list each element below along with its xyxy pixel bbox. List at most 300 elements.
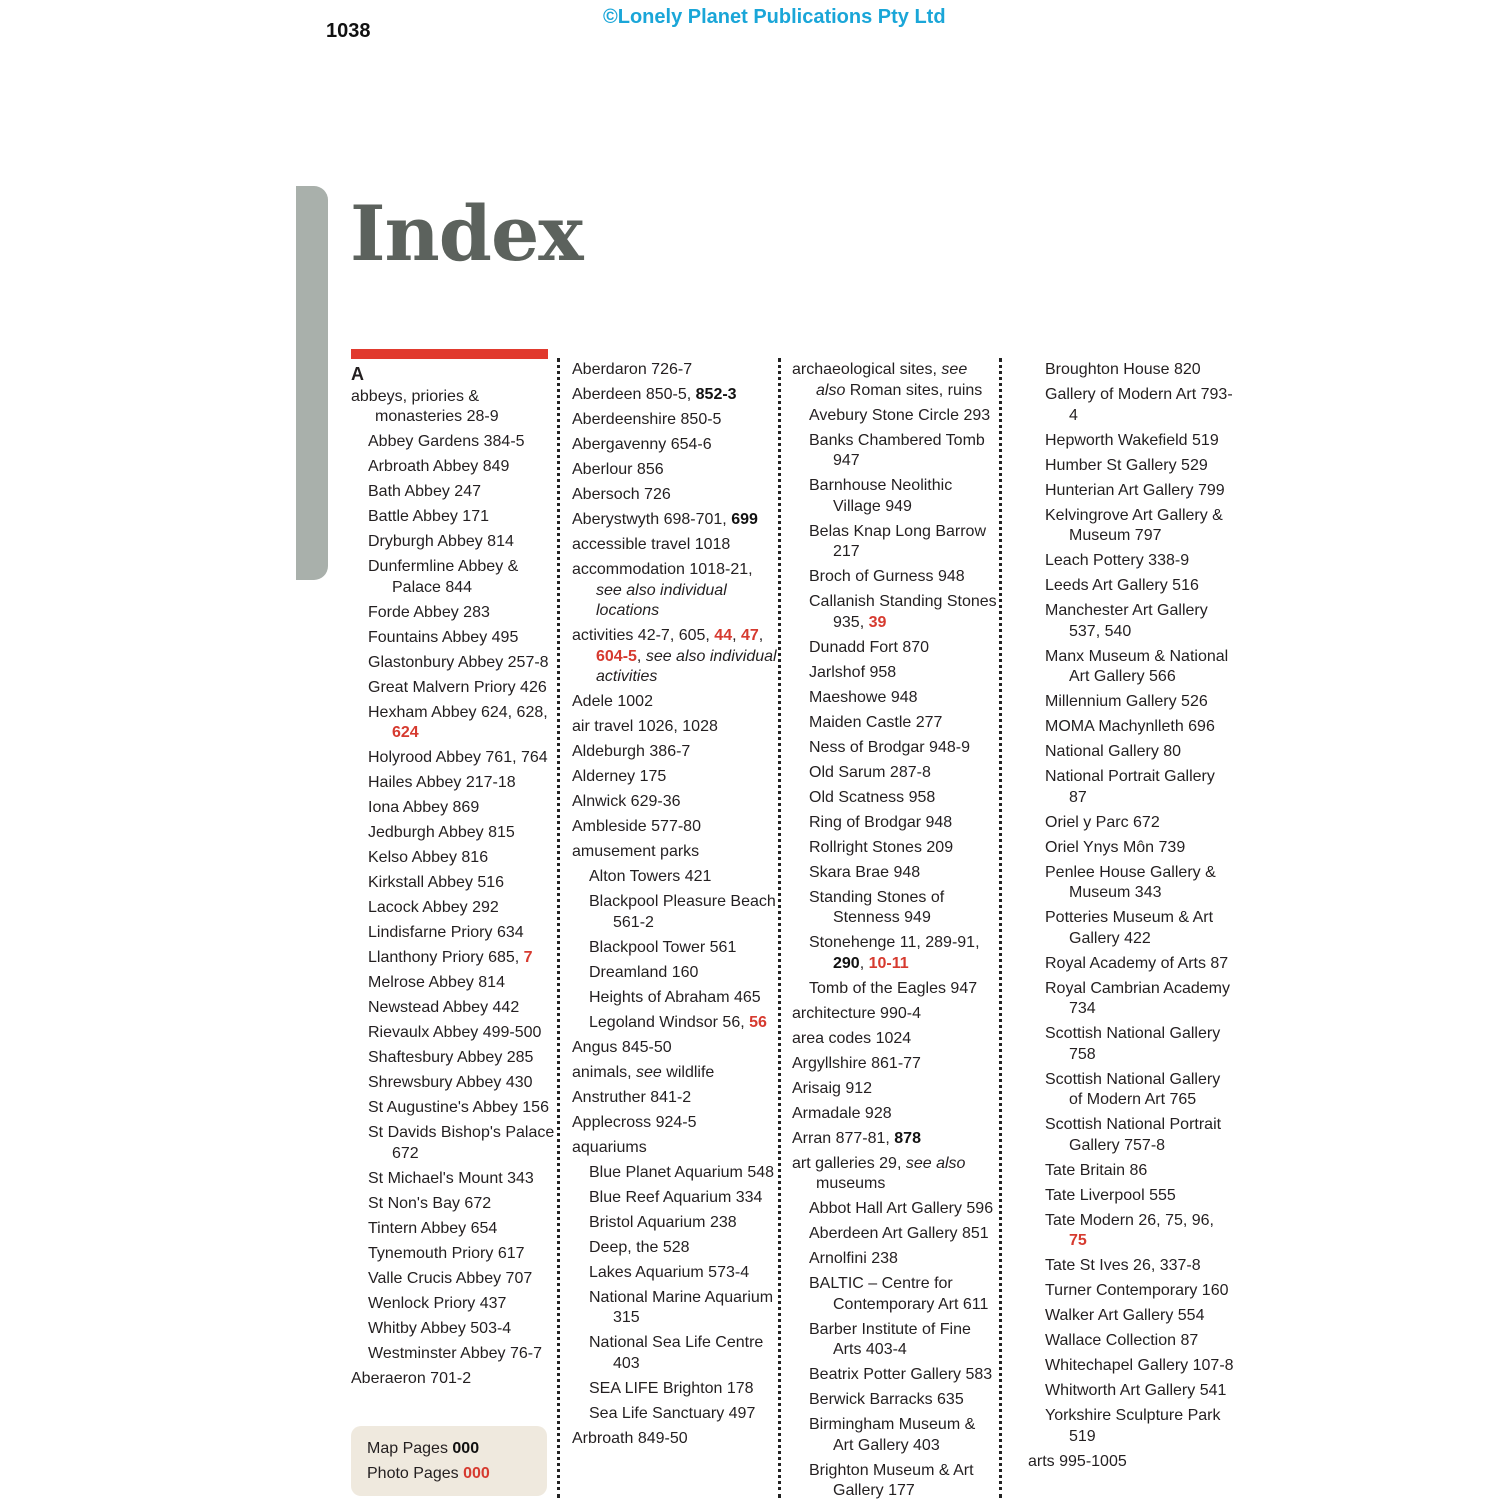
cross-reference: see also individual activities xyxy=(596,647,777,685)
index-subentry xyxy=(792,1320,998,1361)
entry-text: Legoland Windsor 56, xyxy=(589,1013,750,1031)
entry-text: Argyllshire 861-77 xyxy=(792,1054,921,1072)
index-subentry xyxy=(572,1188,778,1209)
entry-text: Abergavenny 654-6 xyxy=(572,436,712,453)
index-subentry xyxy=(792,663,998,684)
index-subentry xyxy=(572,1213,778,1234)
entry-text: Arnolfini 238 xyxy=(809,1250,898,1267)
entry-text: Anstruther 841-2 xyxy=(572,1088,692,1106)
index-entry xyxy=(572,1138,778,1159)
index-entry xyxy=(572,842,778,863)
index-subentry xyxy=(1028,692,1234,713)
index-subentry xyxy=(1028,360,1234,381)
cross-reference: see xyxy=(636,1063,662,1081)
index-subentry xyxy=(1028,954,1234,975)
entry-text: Tate Modern 26, 75, 96, xyxy=(1045,1211,1214,1229)
index-subentry xyxy=(351,773,557,794)
index-subentry xyxy=(792,567,998,588)
index-subentry xyxy=(1028,838,1234,859)
entry-text: Dryburgh Abbey 814 xyxy=(368,533,514,550)
index-column-3 xyxy=(792,360,998,1506)
entry-text: Tate Britain 86 xyxy=(1045,1161,1148,1179)
entry-text: Alnwick 629-36 xyxy=(572,793,681,810)
entry-text: Royal Cambrian Academy 734 xyxy=(1045,979,1230,1017)
entry-text: MOMA Machynlleth 696 xyxy=(1045,718,1215,735)
index-subentry xyxy=(792,1199,998,1220)
index-subentry xyxy=(351,898,557,919)
photo-page-ref: 7 xyxy=(523,949,533,966)
entry-text: Llanthony Priory 685, xyxy=(368,949,524,966)
index-subentry xyxy=(1028,647,1234,688)
entry-text: Angus 845-50 xyxy=(572,1038,672,1056)
entry-text: Broch of Gurness 948 xyxy=(809,568,965,585)
index-subentry xyxy=(572,1404,778,1425)
entry-text: Applecross 924-5 xyxy=(572,1113,697,1131)
entry-text: Manchester Art Gallery 537, 540 xyxy=(1045,602,1208,640)
section-bar xyxy=(351,349,548,359)
entry-text: Westminster Abbey 76-7 xyxy=(368,1344,543,1362)
column-divider xyxy=(778,358,781,1498)
index-subentry xyxy=(1028,1256,1234,1277)
index-subentry xyxy=(351,603,557,624)
entry-text: Oriel y Parc 672 xyxy=(1045,813,1160,831)
entry-text: National Gallery 80 xyxy=(1045,743,1182,760)
entry-text: wildlife xyxy=(661,1063,715,1081)
entry-text: art galleries 29, xyxy=(792,1154,906,1172)
index-entry xyxy=(572,410,778,431)
entry-text: Abbot Hall Art Gallery 596 xyxy=(809,1200,994,1217)
index-subentry xyxy=(792,863,998,884)
entry-text: Lindisfarne Priory 634 xyxy=(368,924,524,941)
index-subentry xyxy=(351,1219,557,1240)
index-subentry xyxy=(572,892,778,933)
index-entry xyxy=(572,1429,778,1450)
index-subentry xyxy=(351,998,557,1019)
entry-text: Belas Knap Long Barrow 217 xyxy=(809,522,986,560)
index-subentry xyxy=(1028,1406,1234,1447)
index-subentry xyxy=(1028,1161,1234,1182)
index-subentry xyxy=(792,1415,998,1456)
index-subentry xyxy=(792,813,998,834)
entry-text: Barnhouse Neolithic Village 949 xyxy=(809,477,953,515)
entry-text: Dunfermline Abbey & Palace 844 xyxy=(368,558,519,596)
index-subentry xyxy=(572,1263,778,1284)
entry-text: Stonehenge 11, 289-91, xyxy=(809,934,980,951)
index-subentry xyxy=(792,431,998,472)
entry-text: , xyxy=(758,627,764,644)
index-subentry xyxy=(792,522,998,563)
index-subentry xyxy=(351,1344,557,1365)
index-entry xyxy=(572,1113,778,1134)
index-subentry xyxy=(1028,813,1234,834)
index-subentry xyxy=(1028,1381,1234,1402)
legend-photo-label: Photo Pages xyxy=(367,1465,464,1482)
index-subentry xyxy=(792,888,998,929)
index-subentry xyxy=(792,1390,998,1411)
index-entry xyxy=(792,1154,998,1195)
index-subentry xyxy=(1028,1211,1234,1252)
index-entry xyxy=(572,510,778,531)
index-subentry xyxy=(351,653,557,674)
entry-text: Holyrood Abbey 761, 764 xyxy=(368,749,548,766)
index-subentry xyxy=(1028,1306,1234,1327)
column-divider xyxy=(557,358,560,1498)
entry-text: Wenlock Priory 437 xyxy=(368,1294,507,1312)
index-subentry xyxy=(1028,481,1234,502)
entry-text: Aberdeen 850-5, xyxy=(572,386,696,403)
entry-text: Brighton Museum & Art Gallery 177 xyxy=(809,1461,974,1499)
entry-text: Newstead Abbey 442 xyxy=(368,999,520,1016)
index-column-2 xyxy=(572,360,778,1454)
entry-text: Great Malvern Priory 426 xyxy=(368,678,547,696)
index-subentry xyxy=(792,688,998,709)
index-subentry xyxy=(351,1169,557,1190)
entry-text: archaeological sites, xyxy=(792,361,942,378)
cross-reference: see also xyxy=(905,1154,966,1172)
entry-text: Walker Art Gallery 554 xyxy=(1045,1307,1205,1324)
index-subentry xyxy=(351,507,557,528)
index-subentry xyxy=(1028,385,1234,426)
index-subentry xyxy=(351,703,557,744)
index-subentry xyxy=(351,1073,557,1094)
index-subentry xyxy=(1028,431,1234,452)
index-subentry xyxy=(1028,863,1234,904)
index-subentry xyxy=(1028,1186,1234,1207)
index-subentry xyxy=(351,848,557,869)
entry-text: Banks Chambered Tomb 947 xyxy=(809,431,985,469)
index-subentry xyxy=(351,1194,557,1215)
index-subentry xyxy=(351,532,557,553)
entry-text: Aberdaron 726-7 xyxy=(572,361,693,378)
entry-text: animals, xyxy=(572,1063,637,1081)
index-entry xyxy=(792,1054,998,1075)
map-page-ref: 699 xyxy=(731,511,758,528)
index-subentry xyxy=(1028,1070,1234,1111)
entry-text: Arisaig 912 xyxy=(792,1079,873,1097)
entry-text: Beatrix Potter Gallery 583 xyxy=(809,1366,993,1383)
entry-text: Iona Abbey 869 xyxy=(368,799,480,816)
entry-text: air travel 1026, 1028 xyxy=(572,718,718,735)
index-subentry xyxy=(572,963,778,984)
photo-page-ref: 56 xyxy=(749,1013,767,1031)
index-subentry xyxy=(792,713,998,734)
index-subentry xyxy=(792,933,998,974)
index-subentry xyxy=(351,557,557,598)
index-subentry xyxy=(351,678,557,699)
entry-text: Melrose Abbey 814 xyxy=(368,974,505,991)
entry-text: area codes 1024 xyxy=(792,1029,912,1047)
index-entry xyxy=(792,1004,998,1025)
index-subentry xyxy=(1028,576,1234,597)
index-subentry xyxy=(572,1379,778,1400)
page-title: Index xyxy=(350,189,583,278)
entry-text: Roman sites, ruins xyxy=(845,381,983,399)
index-subentry xyxy=(572,1288,778,1329)
entry-text: Turner Contemporary 160 xyxy=(1045,1282,1229,1299)
entry-text: St Non's Bay 672 xyxy=(368,1194,492,1212)
index-subentry xyxy=(351,1294,557,1315)
index-entry xyxy=(792,1104,998,1125)
index-subentry xyxy=(1028,456,1234,477)
entry-text: Old Scatness 958 xyxy=(809,788,936,806)
index-subentry xyxy=(351,798,557,819)
index-entry xyxy=(572,742,778,763)
side-tab xyxy=(296,186,328,580)
entry-text: Aberdeenshire 850-5 xyxy=(572,411,722,428)
entry-text: Bath Abbey 247 xyxy=(368,483,481,500)
index-subentry xyxy=(351,873,557,894)
entry-text: Manx Museum & National Art Gallery 566 xyxy=(1045,647,1229,685)
entry-text: Kelso Abbey 816 xyxy=(368,849,489,866)
entry-text: Scottish National Portrait Gallery 757-8 xyxy=(1045,1116,1222,1154)
index-entry xyxy=(792,1079,998,1100)
entry-text: St Augustine's Abbey 156 xyxy=(368,1099,549,1116)
legend-photo-value: 000 xyxy=(463,1465,490,1482)
entry-text: Tynemouth Priory 617 xyxy=(368,1244,525,1262)
entry-text: Rollright Stones 209 xyxy=(809,838,954,856)
index-entry xyxy=(1028,1452,1234,1473)
entry-text: National Portrait Gallery 87 xyxy=(1045,768,1215,806)
index-subentry xyxy=(351,1048,557,1069)
cross-reference: see also individual locations xyxy=(596,581,727,619)
entry-text: Jarlshof 958 xyxy=(809,663,897,681)
entry-text: Potteries Museum & Art Gallery 422 xyxy=(1045,909,1214,947)
entry-text: Forde Abbey 283 xyxy=(368,603,490,621)
entry-text: Humber St Gallery 529 xyxy=(1045,456,1208,474)
entry-text: Arbroath 849-50 xyxy=(572,1429,688,1447)
entry-text: Ness of Brodgar 948-9 xyxy=(809,738,970,756)
index-entry xyxy=(572,435,778,456)
entry-text: accommodation 1018-21, xyxy=(572,561,753,578)
index-subentry xyxy=(792,763,998,784)
entry-text: Broughton House 820 xyxy=(1045,361,1201,378)
index-subentry xyxy=(1028,767,1234,808)
index-subentry xyxy=(1028,551,1234,572)
entry-text: Whitby Abbey 503-4 xyxy=(368,1319,512,1337)
index-subentry xyxy=(792,838,998,859)
entry-text: Birmingham Museum & Art Gallery 403 xyxy=(809,1416,976,1454)
entry-text: Ring of Brodgar 948 xyxy=(809,813,953,831)
index-subentry xyxy=(351,748,557,769)
entry-text: Dunadd Fort 870 xyxy=(809,638,930,656)
photo-page-ref: 624 xyxy=(392,724,419,741)
entry-text: aquariums xyxy=(572,1138,647,1156)
index-entry xyxy=(351,1369,557,1390)
photo-page-ref: 39 xyxy=(868,613,887,631)
entry-text: Tomb of the Eagles 947 xyxy=(809,979,978,997)
entry-text: abbeys, priories & monasteries 28-9 xyxy=(351,387,499,425)
index-subentry xyxy=(792,1365,998,1386)
letter-heading: A xyxy=(351,364,364,384)
index-subentry xyxy=(351,1023,557,1044)
entry-text: , xyxy=(732,627,741,644)
index-entry xyxy=(572,792,778,813)
index-entry xyxy=(572,1063,778,1084)
index-subentry xyxy=(792,1224,998,1245)
entry-text: Alderney 175 xyxy=(572,768,667,785)
index-entry xyxy=(572,767,778,788)
entry-text: Royal Academy of Arts 87 xyxy=(1045,954,1229,972)
index-subentry xyxy=(1028,742,1234,763)
entry-text: Whitworth Art Gallery 541 xyxy=(1045,1382,1227,1399)
index-subentry xyxy=(1028,1356,1234,1377)
index-subentry xyxy=(792,979,998,1000)
photo-page-ref: 44 xyxy=(714,627,733,644)
index-subentry xyxy=(792,406,998,427)
index-entry xyxy=(572,560,778,622)
entry-text: SEA LIFE Brighton 178 xyxy=(589,1379,754,1397)
entry-text: Standing Stones of Stenness 949 xyxy=(809,888,945,926)
photo-page-ref: 604-5 xyxy=(596,647,637,665)
photo-page-ref: 10-11 xyxy=(868,954,909,972)
entry-text: Maeshowe 948 xyxy=(809,688,918,706)
index-entry xyxy=(572,717,778,738)
copyright-notice: ©Lonely Planet Publications Pty Ltd xyxy=(603,6,946,28)
index-subentry xyxy=(572,1013,778,1034)
index-subentry xyxy=(572,988,778,1009)
entry-text: Fountains Abbey 495 xyxy=(368,628,519,646)
entry-text: activities 42-7, 605, xyxy=(572,627,715,644)
entry-text: arts 995-1005 xyxy=(1028,1452,1127,1470)
index-subentry xyxy=(351,1123,557,1164)
entry-text: Hepworth Wakefield 519 xyxy=(1045,431,1219,449)
legend-map-pages xyxy=(367,1440,479,1458)
index-subentry xyxy=(351,628,557,649)
entry-text: Sea Life Sanctuary 497 xyxy=(589,1404,756,1422)
entry-text: Yorkshire Sculpture Park 519 xyxy=(1045,1407,1221,1445)
entry-text: Shaftesbury Abbey 285 xyxy=(368,1049,534,1066)
entry-text: architecture 990-4 xyxy=(792,1004,921,1022)
index-subentry xyxy=(1028,601,1234,642)
entry-text: Tate Liverpool 555 xyxy=(1045,1186,1176,1204)
index-subentry xyxy=(351,948,557,969)
entry-text: Hailes Abbey 217-18 xyxy=(368,774,516,791)
index-entry xyxy=(351,387,557,428)
index-entry xyxy=(572,360,778,381)
index-subentry xyxy=(792,788,998,809)
page-type-legend xyxy=(351,1426,547,1496)
entry-text: , xyxy=(859,954,869,972)
index-subentry xyxy=(351,973,557,994)
index-subentry xyxy=(792,738,998,759)
page-number: 1038 xyxy=(326,20,371,42)
index-entry xyxy=(572,1088,778,1109)
index-subentry xyxy=(1028,979,1234,1020)
index-subentry xyxy=(572,938,778,959)
index-subentry xyxy=(351,1098,557,1119)
entry-text: Ambleside 577-80 xyxy=(572,818,701,835)
entry-text: Blue Reef Aquarium 334 xyxy=(589,1188,763,1206)
entry-text: Lacock Abbey 292 xyxy=(368,899,499,916)
entry-text: Aldeburgh 386-7 xyxy=(572,743,691,760)
index-subentry xyxy=(351,1319,557,1340)
index-entry xyxy=(792,1029,998,1050)
index-subentry xyxy=(572,867,778,888)
entry-text: Berwick Barracks 635 xyxy=(809,1391,964,1408)
entry-text: St Michael's Mount 343 xyxy=(368,1169,534,1187)
entry-text: Abbey Gardens 384-5 xyxy=(368,433,525,450)
entry-text: Scottish National Gallery 758 xyxy=(1045,1025,1221,1063)
index-subentry xyxy=(351,482,557,503)
index-entry xyxy=(792,1129,998,1150)
photo-page-ref: 47 xyxy=(740,627,759,644)
map-page-ref: 878 xyxy=(894,1129,921,1147)
index-subentry xyxy=(572,1238,778,1259)
entry-text: Glastonbury Abbey 257-8 xyxy=(368,653,549,671)
index-subentry xyxy=(351,823,557,844)
index-subentry xyxy=(792,1249,998,1270)
legend-map-label: Map Pages xyxy=(367,1440,453,1457)
index-subentry xyxy=(1028,717,1234,738)
index-column-1 xyxy=(351,364,557,1394)
entry-text: Whitechapel Gallery 107-8 xyxy=(1045,1357,1234,1374)
entry-text: Rievaulx Abbey 499-500 xyxy=(368,1024,542,1041)
entry-text: Deep, the 528 xyxy=(589,1238,690,1256)
index-entry xyxy=(572,485,778,506)
entry-text: Maiden Castle 277 xyxy=(809,713,943,731)
entry-text: Aberdeen Art Gallery 851 xyxy=(809,1225,989,1242)
entry-text: Skara Brae 948 xyxy=(809,863,921,881)
index-subentry xyxy=(792,1274,998,1315)
index-subentry xyxy=(1028,1024,1234,1065)
index-subentry xyxy=(351,432,557,453)
entry-text: Tate St Ives 26, 337-8 xyxy=(1045,1257,1201,1274)
index-subentry xyxy=(792,638,998,659)
entry-text: Abersoch 726 xyxy=(572,486,671,503)
index-entry xyxy=(572,692,778,713)
index-column-4 xyxy=(1028,360,1234,1477)
entry-text: Old Sarum 287-8 xyxy=(809,763,931,781)
index-subentry xyxy=(792,1461,998,1502)
entry-text: Blue Planet Aquarium 548 xyxy=(589,1163,775,1181)
entry-text: Penlee House Gallery & Museum 343 xyxy=(1045,863,1216,901)
map-page-ref: 852-3 xyxy=(695,386,737,403)
entry-text: Arran 877-81, xyxy=(792,1129,895,1147)
index-subentry xyxy=(351,1269,557,1290)
index-entry xyxy=(572,817,778,838)
entry-text: Shrewsbury Abbey 430 xyxy=(368,1074,533,1091)
index-subentry xyxy=(351,923,557,944)
entry-text: St Davids Bishop's Palace 672 xyxy=(368,1124,555,1162)
entry-text: Valle Crucis Abbey 707 xyxy=(368,1269,533,1287)
entry-text: Callanish Standing Stones 935, xyxy=(809,593,997,631)
cross-reference: see also xyxy=(816,361,968,399)
entry-text: Aberaeron 701-2 xyxy=(351,1369,472,1387)
entry-text: Tintern Abbey 654 xyxy=(368,1219,498,1237)
entry-text: Blackpool Pleasure Beach 561-2 xyxy=(589,893,776,931)
legend-map-value: 000 xyxy=(452,1440,480,1457)
index-entry xyxy=(572,385,778,406)
entry-text: Leach Pottery 338-9 xyxy=(1045,552,1190,569)
entry-text: National Sea Life Centre 403 xyxy=(589,1334,764,1372)
entry-text: Kirkstall Abbey 516 xyxy=(368,874,505,891)
index-subentry xyxy=(1028,1331,1234,1352)
entry-text: accessible travel 1018 xyxy=(572,536,731,553)
entry-text: Blackpool Tower 561 xyxy=(589,938,737,956)
index-entry xyxy=(572,1038,778,1059)
entry-text: Wallace Collection 87 xyxy=(1045,1332,1199,1349)
entry-text: Jedburgh Abbey 815 xyxy=(368,824,515,841)
index-subentry xyxy=(572,1163,778,1184)
entry-text: Heights of Abraham 465 xyxy=(589,988,761,1006)
index-subentry xyxy=(1028,1281,1234,1302)
index-entry xyxy=(572,535,778,556)
entry-text: Kelvingrove Art Gallery & Museum 797 xyxy=(1045,506,1223,544)
index-entry xyxy=(792,360,998,401)
entry-text: National Marine Aquarium 315 xyxy=(589,1288,774,1326)
entry-text: amusement parks xyxy=(572,843,700,860)
column-divider xyxy=(999,358,1002,1498)
